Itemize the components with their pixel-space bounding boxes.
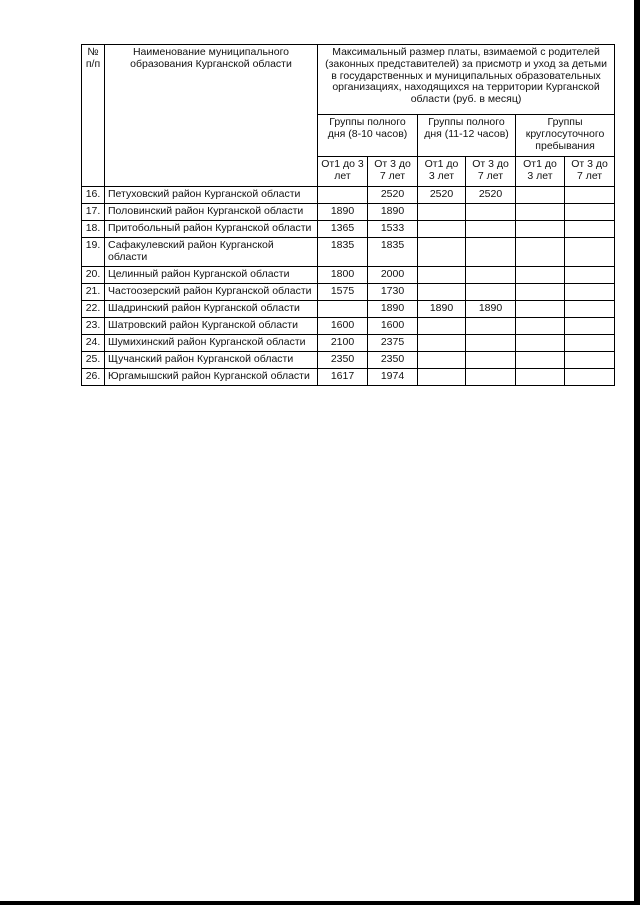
header-age-1-3: От1 до 3 лет: [418, 157, 466, 187]
header-age-3-7: От 3 до 7 лет: [565, 157, 615, 187]
table-row: [82, 369, 615, 386]
scan-edge-bottom: [0, 901, 640, 905]
table-row: [82, 352, 615, 369]
fee-cell: 1600: [368, 318, 418, 335]
fee-cell: [466, 318, 516, 335]
row-number: 21.: [82, 284, 105, 301]
municipality-name: Петуховский район Курганской области: [105, 187, 318, 204]
fee-cell: [418, 369, 466, 386]
fee-cell: 1835: [368, 238, 418, 267]
fee-cell: [516, 221, 565, 238]
fee-cell: 2375: [368, 335, 418, 352]
fee-cell: [565, 267, 615, 284]
header-group-full-day-8-10: Группы полного дня (8-10 часов): [318, 115, 418, 157]
fee-cell: 1835: [318, 238, 368, 267]
fee-cell: [565, 352, 615, 369]
table-row: [82, 221, 615, 238]
row-number: 22.: [82, 301, 105, 318]
fee-cell: [418, 284, 466, 301]
table-row: [82, 187, 615, 204]
fee-cell: 2520: [466, 187, 516, 204]
header-age-3-7: От 3 до 7 лет: [368, 157, 418, 187]
fee-cell: 1974: [368, 369, 418, 386]
municipality-name: Частоозерский район Курганской области: [105, 284, 318, 301]
fee-cell: [318, 187, 368, 204]
municipality-name: Щучанский район Курганской области: [105, 352, 318, 369]
municipality-name: Шадринский район Курганской области: [105, 301, 318, 318]
fee-cell: [466, 284, 516, 301]
fee-cell: [516, 352, 565, 369]
fee-cell: [516, 335, 565, 352]
table-row: [82, 238, 615, 267]
fee-cell: [516, 267, 565, 284]
fee-cell: [516, 238, 565, 267]
table-row: [82, 267, 615, 284]
fee-cell: 1890: [418, 301, 466, 318]
table-row: [82, 284, 615, 301]
header-age-1-3: От1 до 3 лет: [318, 157, 368, 187]
municipality-name: Сафакулевский район Курганской области: [105, 238, 318, 267]
municipality-name: Шатровский район Курганской области: [105, 318, 318, 335]
table-row: [82, 204, 615, 221]
municipality-name: Шумихинский район Курганской области: [105, 335, 318, 352]
fee-cell: [466, 369, 516, 386]
header-group-full-day-11-12: Группы полного дня (11-12 часов): [418, 115, 516, 157]
fee-cell: [516, 284, 565, 301]
row-number: 23.: [82, 318, 105, 335]
fee-cell: [318, 301, 368, 318]
fee-cell: 1890: [368, 301, 418, 318]
fee-cell: [418, 335, 466, 352]
fee-cell: 1890: [318, 204, 368, 221]
fee-table: [81, 44, 615, 386]
fee-cell: [466, 352, 516, 369]
fee-cell: [418, 352, 466, 369]
fee-cell: [516, 204, 565, 221]
fee-cell: [466, 335, 516, 352]
fee-cell: [466, 238, 516, 267]
fee-cell: 1575: [318, 284, 368, 301]
fee-cell: 2350: [368, 352, 418, 369]
fee-cell: [565, 318, 615, 335]
fee-cell: [466, 204, 516, 221]
table-row: [82, 318, 615, 335]
fee-cell: [565, 187, 615, 204]
fee-cell: [516, 187, 565, 204]
row-number: 25.: [82, 352, 105, 369]
fee-cell: [516, 369, 565, 386]
header-fee-title: Максимальный размер платы, взимаемой с родителей (законных представителей) за присмотр и уход за детьми в государственных и муниципальных образовательных организациях, находящихся на территории Курганской области (руб. в месяц): [318, 45, 615, 115]
fee-cell: 1533: [368, 221, 418, 238]
municipality-name: Юргамышский район Курганской области: [105, 369, 318, 386]
row-number: 24.: [82, 335, 105, 352]
municipality-name: Притобольный район Курганской области: [105, 221, 318, 238]
fee-cell: 2350: [318, 352, 368, 369]
table-row: [82, 301, 615, 318]
fee-cell: [565, 301, 615, 318]
fee-cell: [565, 238, 615, 267]
row-number: 17.: [82, 204, 105, 221]
fee-cell: 1600: [318, 318, 368, 335]
header-num: № п/п: [82, 45, 105, 187]
row-number: 19.: [82, 238, 105, 267]
fee-cell: 1800: [318, 267, 368, 284]
header-name: Наименование муниципального образования Курганской области: [105, 45, 318, 187]
fee-cell: 1890: [368, 204, 418, 221]
header-group-round-the-clock: Группы круглосуточного пребывания: [516, 115, 615, 157]
fee-cell: [565, 221, 615, 238]
row-number: 18.: [82, 221, 105, 238]
fee-cell: [565, 204, 615, 221]
scan-edge-right: [634, 0, 640, 905]
fee-cell: 2520: [368, 187, 418, 204]
fee-cell: [418, 238, 466, 267]
fee-cell: [565, 335, 615, 352]
fee-cell: [418, 221, 466, 238]
fee-cell: [418, 318, 466, 335]
fee-cell: 1365: [318, 221, 368, 238]
table-row: [82, 335, 615, 352]
municipality-name: Целинный район Курганской области: [105, 267, 318, 284]
fee-cell: 1617: [318, 369, 368, 386]
fee-cell: [565, 284, 615, 301]
fee-cell: 2520: [418, 187, 466, 204]
fee-cell: [466, 221, 516, 238]
fee-cell: [565, 369, 615, 386]
fee-cell: 2000: [368, 267, 418, 284]
fee-cell: [516, 301, 565, 318]
row-number: 16.: [82, 187, 105, 204]
row-number: 20.: [82, 267, 105, 284]
row-number: 26.: [82, 369, 105, 386]
fee-cell: [418, 204, 466, 221]
fee-cell: [516, 318, 565, 335]
fee-cell: [466, 267, 516, 284]
fee-cell: [418, 267, 466, 284]
municipality-name: Половинский район Курганской области: [105, 204, 318, 221]
fee-cell: 1730: [368, 284, 418, 301]
fee-cell: 1890: [466, 301, 516, 318]
fee-cell: 2100: [318, 335, 368, 352]
header-age-3-7: От 3 до 7 лет: [466, 157, 516, 187]
header-age-1-3: От1 до 3 лет: [516, 157, 565, 187]
